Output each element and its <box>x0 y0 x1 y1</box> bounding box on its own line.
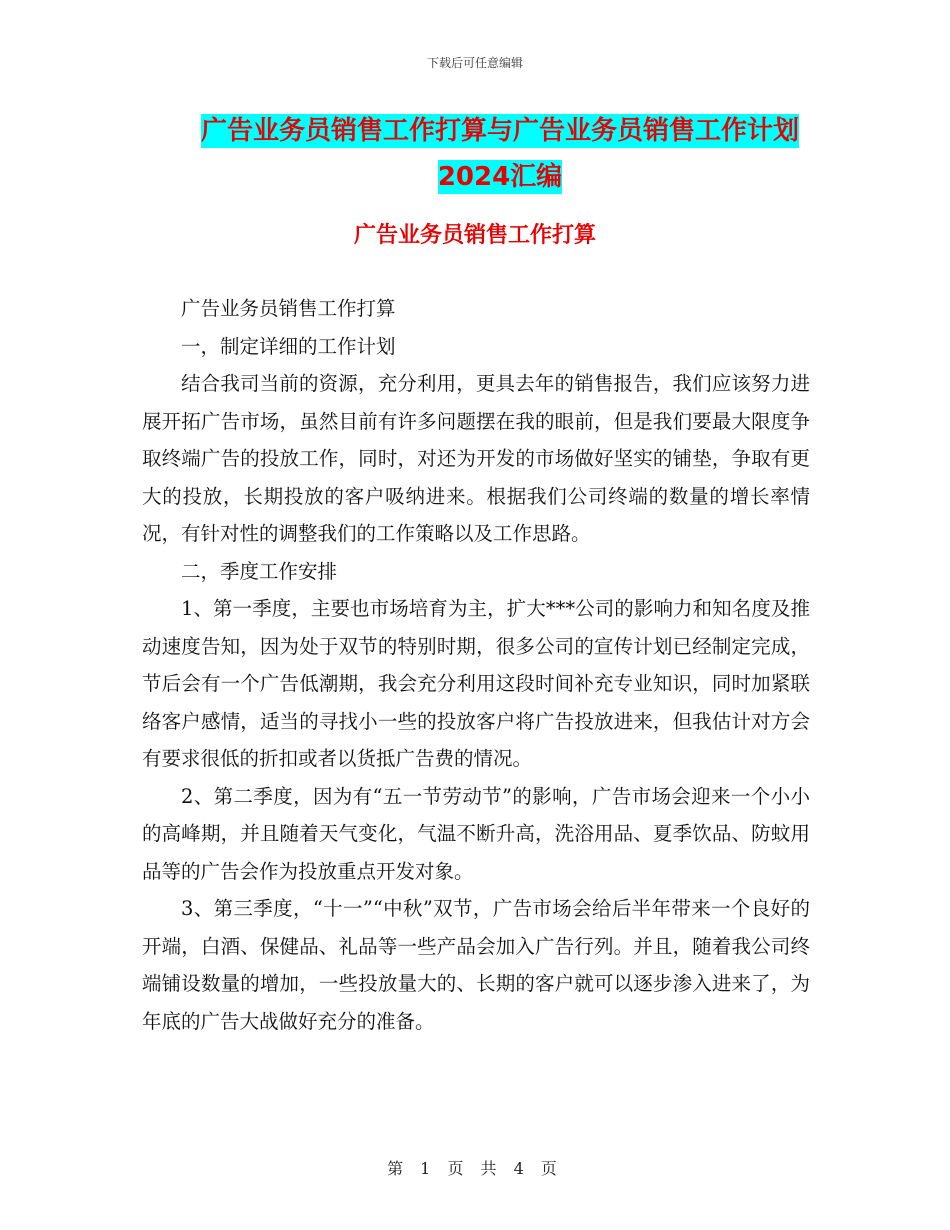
paragraph: 1、第一季度，主要也市场培育为主，扩大***公司的影响力和知名度及推动速度告知，因为处于双节的特别时期，很多公司的宣传计划已经制定完成，节后会有一个广告低潮期，我会充分利用这段时间补充专业知识，同时加紧联络客户感情，适当的寻找小一些的投放客户将广告投放进来，但我估计对方会有要求很低的折扣或者以货抵广告费的情况。 <box>142 597 810 770</box>
document-title <box>140 108 860 200</box>
paragraph: 二，季度工作安排 <box>181 559 338 583</box>
header-note: 下载后可任意编辑 <box>426 56 523 70</box>
page-indicator: 第 1 页 共 4 页 <box>387 1159 563 1178</box>
paragraph: 3、第三季度，“十一”“中秋”双节，广告市场会给后半年带来一个良好的开端，白酒、保健品、礼品等一些产品会加入广告行列。并且，随着我公司终端铺设数量的增加，一些投放量大的、长期的客户就可以逐步渗入进来了，为年底的广告大战做好充分的准备。 <box>142 897 810 1033</box>
paragraph: 2、第二季度，因为有“五一节劳动节”的影响，广告市场会迎来一个小小的高峰期，并且随着天气变化，气温不断升高，洗浴用品、夏季饮品、防蚊用品等的广告会作为投放重点开发对象。 <box>142 784 810 883</box>
paragraph: 广告业务员销售工作打算 <box>181 297 396 320</box>
title-line-1: 广告业务员销售工作打算与广告业务员销售工作计划 <box>200 116 799 146</box>
paragraph: 一，制定详细的工作计划 <box>181 334 396 358</box>
section-title: 广告业务员销售工作打算 <box>353 223 596 248</box>
paragraph: 结合我司当前的资源，充分利用，更具去年的销售报告，我们应该努力进展开拓广告市场，虽然目前有许多问题摆在我的眼前，但是我们要最大限度争取终端广告的投放工作，同时，对还为开发的市场做好坚实的铺垫，争取有更大的投放，长期投放的客户吸纳进来。根据我们公司终端的数量的增长率情况，有针对性的调整我们的工作策略以及工作思路。 <box>142 372 810 545</box>
title-line-2: 2024汇编 <box>437 162 563 192</box>
document-body <box>142 290 810 1040</box>
